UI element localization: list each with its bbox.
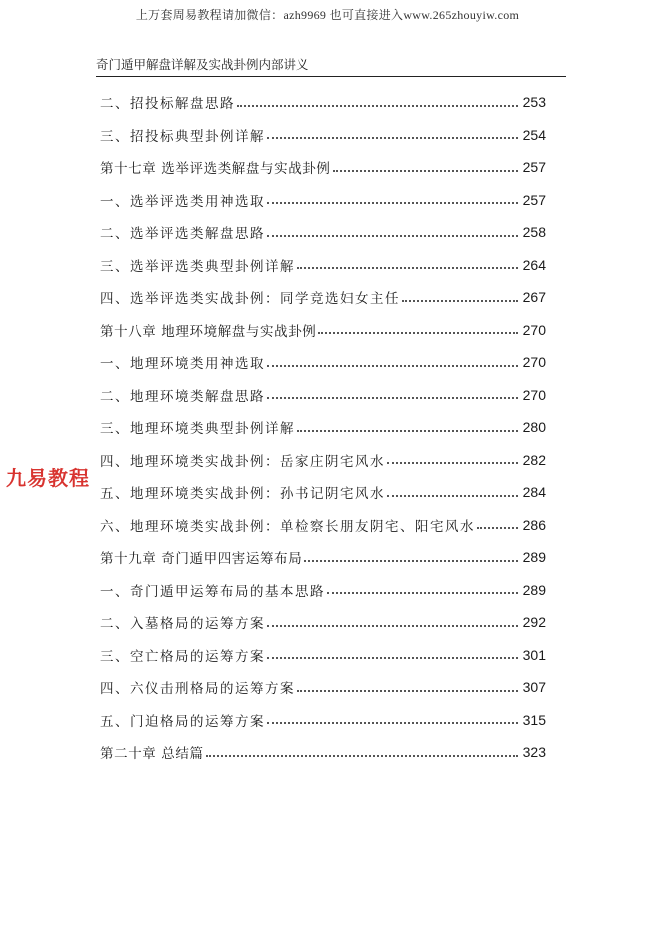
watermark-logo-text: 九易教程: [6, 466, 90, 490]
toc-page-number: 280: [522, 419, 546, 436]
toc-chapter-row: [100, 314, 546, 347]
toc-entry-title: 一、选举评选类用神选取: [100, 193, 265, 210]
toc-section-row: [100, 704, 546, 737]
dot-leader: [387, 461, 518, 464]
toc-page-number: 301: [522, 646, 546, 663]
toc-page-number: 286: [522, 516, 546, 533]
toc-section-row: [100, 411, 546, 444]
toc-entry-title: 四、六仪击刑格局的运筹方案: [100, 681, 295, 698]
toc-page-number: 257: [522, 159, 546, 176]
dot-leader: [267, 234, 518, 237]
toc-entry-title: 一、地理环境类用神选取: [100, 356, 265, 373]
dot-leader: [267, 656, 518, 659]
toc-page-number: 289: [522, 549, 546, 566]
dot-leader: [267, 136, 518, 139]
toc-entry-title: 二、招投标解盘思路: [100, 96, 235, 113]
toc-page-number: 253: [522, 94, 546, 111]
toc-entry-title: 三、地理环境类典型卦例详解: [100, 421, 295, 438]
toc-page-number: 284: [522, 484, 546, 501]
toc-entry-title: 第十九章 奇门遁甲四害运筹布局: [100, 551, 303, 568]
toc-entry-title: 一、奇门遁甲运筹布局的基本思路: [100, 583, 325, 600]
toc-section-row: [100, 606, 546, 639]
toc-section-row: [100, 444, 546, 477]
dot-leader: [237, 104, 518, 107]
toc-section-row: [100, 346, 546, 379]
toc-chapter-row: [100, 736, 546, 769]
toc-entry-title: 二、地理环境类解盘思路: [100, 388, 265, 405]
toc-page-number: 282: [522, 451, 546, 468]
top-banner-text: 上万套周易教程请加微信：azh9969 也可直接进入www.265zhouyiw.com: [135, 8, 520, 22]
dot-leader: [267, 721, 518, 724]
toc-page-number: 315: [522, 711, 546, 728]
dot-leader: [304, 559, 518, 562]
toc-section-row: [100, 671, 546, 704]
toc-entry-title: 五、门迫格局的运筹方案: [100, 713, 265, 730]
toc-entry-title: 二、选举评选类解盘思路: [100, 226, 265, 243]
dot-leader: [206, 754, 518, 757]
toc-section-row: [100, 509, 546, 542]
dot-leader: [297, 689, 518, 692]
dot-leader: [297, 266, 518, 269]
toc-page-number: 270: [522, 321, 546, 338]
toc-section-row: [100, 476, 546, 509]
dot-leader: [318, 331, 518, 334]
toc-section-row: [100, 379, 546, 412]
toc-entry-title: 六、地理环境类实战卦例：单检察长朋友阴宅、阳宅风水: [100, 518, 475, 535]
toc-section-row: [100, 249, 546, 282]
dot-leader: [267, 201, 518, 204]
toc-entry-title: 三、招投标典型卦例详解: [100, 128, 265, 145]
toc-section-row: [100, 639, 546, 672]
toc-section-row: [100, 86, 546, 119]
toc-page-number: 254: [522, 126, 546, 143]
table-of-contents: [100, 86, 546, 769]
dot-leader: [327, 591, 518, 594]
dot-leader: [267, 624, 518, 627]
toc-entry-title: 三、选举评选类典型卦例详解: [100, 258, 295, 275]
toc-entry-title: 第十八章 地理环境解盘与实战卦例: [100, 323, 317, 340]
toc-entry-title: 五、地理环境类实战卦例：孙书记阴宅风水: [100, 486, 385, 503]
toc-entry-title: 第十七章 选举评选类解盘与实战卦例: [100, 161, 331, 178]
toc-page-number: 307: [522, 679, 546, 696]
toc-page-number: 258: [522, 224, 546, 241]
toc-chapter-row: [100, 541, 546, 574]
dot-leader: [267, 396, 518, 399]
toc-page-number: 289: [522, 581, 546, 598]
toc-entry-title: 四、地理环境类实战卦例：岳家庄阴宅风水: [100, 453, 385, 470]
toc-entry-title: 二、入墓格局的运筹方案: [100, 616, 265, 633]
dot-leader: [477, 526, 518, 529]
dot-leader: [387, 494, 518, 497]
toc-section-row: [100, 281, 546, 314]
toc-section-row: [100, 216, 546, 249]
toc-chapter-row: [100, 151, 546, 184]
toc-entry-title: 第二十章 总结篇: [100, 746, 204, 763]
toc-section-row: [100, 119, 546, 152]
dot-leader: [267, 364, 518, 367]
header-rule-divider: [96, 76, 566, 77]
toc-entry-title: 三、空亡格局的运筹方案: [100, 648, 265, 665]
toc-page-number: 267: [522, 289, 546, 306]
toc-section-row: [100, 184, 546, 217]
toc-page-number: 270: [522, 386, 546, 403]
toc-page-number: 323: [522, 744, 546, 761]
toc-page-number: 264: [522, 256, 546, 273]
toc-page-number: 292: [522, 614, 546, 631]
toc-entry-title: 四、选举评选类实战卦例：同学竞选妇女主任: [100, 291, 400, 308]
running-head-title: 奇门遁甲解盘详解及实战卦例内部讲义: [96, 57, 309, 72]
dot-leader: [297, 429, 518, 432]
toc-page-number: 270: [522, 354, 546, 371]
dot-leader: [402, 299, 518, 302]
toc-section-row: [100, 574, 546, 607]
toc-page-number: 257: [522, 191, 546, 208]
dot-leader: [333, 169, 519, 172]
